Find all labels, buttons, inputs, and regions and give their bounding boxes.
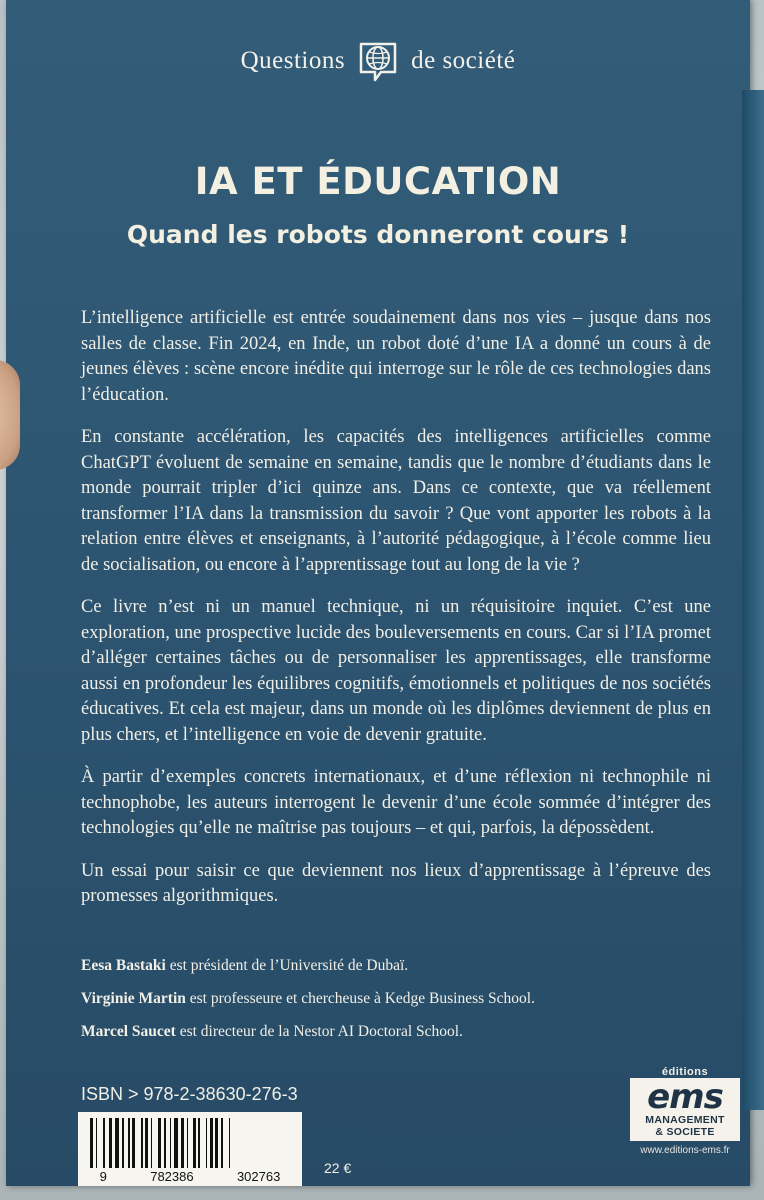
publisher-line: MANAGEMENT xyxy=(645,1114,725,1126)
publisher-url: www.editions-ems.fr xyxy=(640,1145,730,1156)
barcode-bar xyxy=(221,1118,223,1168)
publisher-line: & SOCIETE xyxy=(655,1126,715,1138)
author-bio xyxy=(81,989,701,1009)
barcode-digits xyxy=(78,1169,302,1184)
barcode-bars xyxy=(90,1118,290,1168)
blurb-paragraph: Un essai pour saisir ce que deviennent nos lieux d’apprentissage à l’épreuve des promesses algorithmiques. xyxy=(81,860,711,906)
barcode-bar xyxy=(103,1118,105,1168)
author-name: Eesa Bastaki xyxy=(81,957,166,974)
barcode-bar xyxy=(132,1118,135,1168)
author-role: est directeur de la Nestor AI Doctoral School. xyxy=(175,1023,463,1040)
blurb xyxy=(81,306,711,927)
barcode-bar xyxy=(215,1118,218,1168)
barcode-bar xyxy=(181,1118,184,1168)
barcode-bar xyxy=(164,1118,166,1168)
adjacent-book-edge xyxy=(742,90,764,1110)
series-header xyxy=(6,38,750,84)
blurb-paragraph: L’intelligence artificielle est entrée soudainement dans nos vies – jusque dans nos salles de classe. Fin 2024, en Inde, un robot doté d’une IA a donné un cours à de jeunes élèves : scène encore inédite qui interroge sur le rôle de ces technologies dans l’éducation. xyxy=(81,308,711,405)
barcode-bar xyxy=(151,1118,153,1168)
book-title: IA ET ÉDUCATION xyxy=(194,160,562,203)
series-label-right: de société xyxy=(411,47,516,74)
blurb-paragraph: À partir d’exemples concrets internationaux, et d’une réflexion ni technophile ni technophobe, les auteurs interrogent le devenir d’une école sommée d’intégrer des technologies qu’elle ne maîtrise pas toujours – et qui, parfois, la dépossèdent. xyxy=(81,767,711,838)
barcode-bar xyxy=(109,1118,112,1168)
book-subtitle: Quand les robots donneront cours ! xyxy=(126,220,630,249)
author-name: Marcel Saucet xyxy=(81,1023,176,1040)
publisher-badge xyxy=(630,1078,740,1141)
barcode-bar xyxy=(96,1118,98,1168)
author-bio xyxy=(81,1022,701,1042)
publisher-editions: éditions xyxy=(661,1066,709,1078)
blurb-paragraph: En constante accélération, les capacités des intelligences artificielles comme ChatGPT évoluent de semaine en semaine, tandis que le nombre d’étudiants dans le monde pourrait tripler d’ici quinze ans. Dans ce contexte, que va réellement transformer l’IA dans la transmission du savoir ? Que vont apporter les robots à la relation entre élèves et enseignants, à l’autorité pédagogique, à l’école comme lieu de socialisation, ou encore à l’apprentissage tout au long de la vie ? xyxy=(81,427,711,575)
publisher-brand: ems xyxy=(647,1077,723,1117)
barcode xyxy=(78,1112,302,1186)
barcode-bar xyxy=(174,1118,179,1168)
barcode-bar xyxy=(128,1118,130,1168)
author-bios xyxy=(81,956,701,1055)
barcode-bar xyxy=(187,1118,189,1168)
publisher-logo xyxy=(626,1066,744,1156)
globe-speech-bubble-icon xyxy=(355,38,401,84)
barcode-bar xyxy=(206,1118,208,1168)
holding-finger xyxy=(0,360,20,470)
barcode-digit-group: 302763 xyxy=(236,1169,281,1184)
barcode-digit-group: 9 xyxy=(99,1169,107,1184)
barcode-bar xyxy=(115,1118,120,1168)
barcode-bar xyxy=(122,1118,124,1168)
isbn-label: ISBN > 978-2-38630-276-3 xyxy=(81,1084,298,1104)
barcode-bar xyxy=(145,1118,148,1168)
author-role: est président de l’Université de Dubaï. xyxy=(165,957,409,974)
barcode-bar xyxy=(141,1118,143,1168)
author-role: est professeure et chercheuse à Kedge Business School. xyxy=(185,990,535,1007)
barcode-bar xyxy=(90,1118,93,1168)
barcode-bar xyxy=(198,1118,200,1168)
author-name: Virginie Martin xyxy=(81,990,186,1007)
barcode-bar xyxy=(210,1118,213,1168)
book-back-cover xyxy=(6,0,750,1186)
price-label: 22 € xyxy=(324,1160,352,1176)
barcode-bar xyxy=(158,1118,161,1168)
barcode-bar xyxy=(229,1118,231,1168)
barcode-digit-group: 782386 xyxy=(150,1169,194,1184)
barcode-bar xyxy=(193,1118,196,1168)
author-bio xyxy=(81,956,701,976)
blurb-paragraph: Ce livre n’est ni un manuel technique, ni un réquisitoire inquiet. C’est une exploration, une prospective lucide des bouleversements en cours. Car si l’IA promet d’alléger certaines tâches ou de personnaliser les apprentissages, elle transforme aussi en profondeur les équilibres cognitifs, émotionnels et politiques de nos sociétés éducatives. Et cela est majeur, dans un monde où les diplômes deviennent de plus en plus chers, et l’intelligence en voie de devenir gratuite. xyxy=(81,597,711,745)
barcode-bar xyxy=(170,1118,172,1168)
series-label-left: Questions xyxy=(240,47,346,74)
